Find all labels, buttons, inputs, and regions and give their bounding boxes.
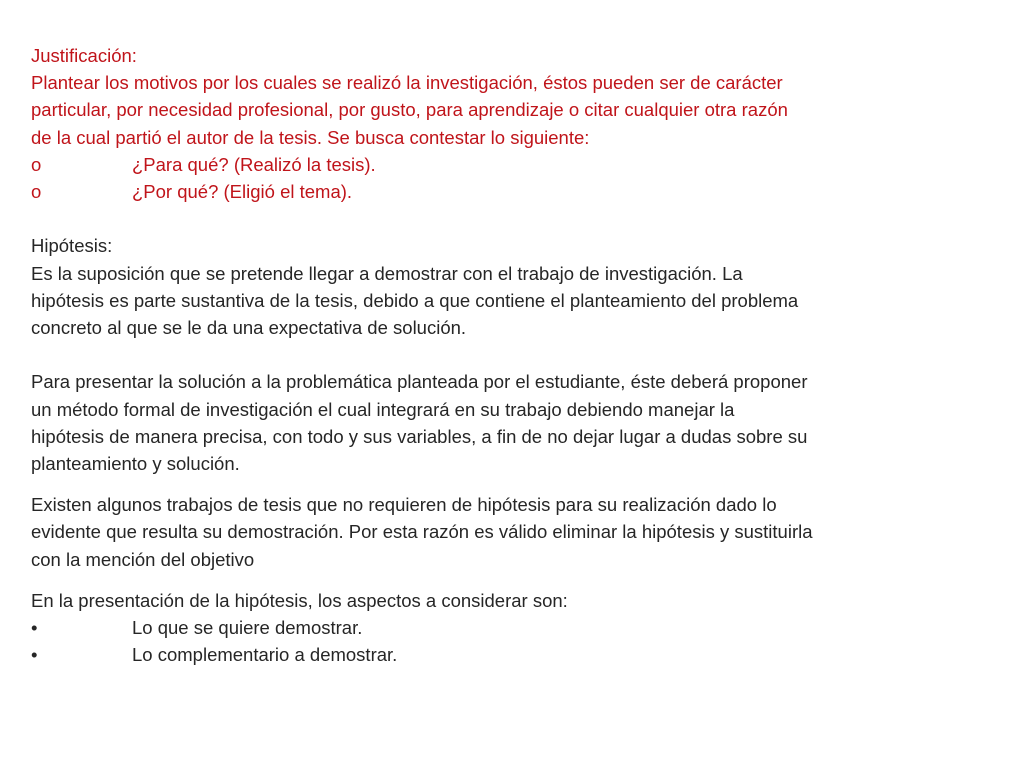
exception-paragraph-line: con la mención del objetivo xyxy=(31,548,255,570)
method-paragraph-line: planteamiento y solución. xyxy=(31,453,240,475)
aspects-intro: En la presentación de la hipótesis, los aspectos a considerar son: xyxy=(31,589,568,611)
justification-line: Plantear los motivos por los cuales se realizó la investigación, éstos pueden ser de carácter xyxy=(31,72,783,94)
justification-line: de la cual partió el autor de la tesis. Se busca contestar lo siguiente: xyxy=(31,126,590,148)
list-marker: o xyxy=(31,181,42,203)
bullet-marker: • xyxy=(31,644,38,666)
method-paragraph-line: Para presentar la solución a la problemática planteada por el estudiante, éste deberá proponer xyxy=(31,371,808,393)
exception-paragraph-line: evidente que resulta su demostración. Por esta razón es válido eliminar la hipótesis y sustituirla xyxy=(31,521,813,543)
justification-section xyxy=(31,42,991,205)
hypothesis-definition-line: Es la suposición que se pretende llegar a demostrar con el trabajo de investigación. La xyxy=(31,262,743,284)
slide-content xyxy=(31,42,991,668)
bullet-marker: • xyxy=(31,617,38,639)
method-paragraph-line: hipótesis de manera precisa, con todo y sus variables, a fin de no dejar lugar a dudas sobre su xyxy=(31,425,808,447)
justification-heading: Justificación: xyxy=(31,45,137,66)
justification-item xyxy=(31,151,991,178)
justification-line: particular, por necesidad profesional, por gusto, para aprendizaje o citar cualquier otra razón xyxy=(31,99,788,121)
aspect-item-text: Lo que se quiere demostrar. xyxy=(132,617,363,639)
method-paragraph-line: un método formal de investigación el cual integrará en su trabajo debiendo manejar la xyxy=(31,398,735,420)
justification-item xyxy=(31,178,991,205)
aspect-item xyxy=(31,641,991,668)
hypothesis-definition-line: concreto al que se le da una expectativa de solución. xyxy=(31,317,467,339)
aspect-item xyxy=(31,614,991,641)
list-marker: o xyxy=(31,153,42,175)
exception-paragraph-line: Existen algunos trabajos de tesis que no requieren de hipótesis para su realización dado lo xyxy=(31,494,777,516)
hypothesis-section xyxy=(31,232,991,668)
aspect-item-text: Lo complementario a demostrar. xyxy=(132,644,398,666)
hypothesis-definition-line: hipótesis es parte sustantiva de la tesis, debido a que contiene el planteamiento del problema xyxy=(31,289,799,311)
hypothesis-heading: Hipótesis: xyxy=(31,235,113,257)
justification-item-text: ¿Por qué? (Eligió el tema). xyxy=(132,181,353,203)
justification-item-text: ¿Para qué? (Realizó la tesis). xyxy=(132,153,376,175)
